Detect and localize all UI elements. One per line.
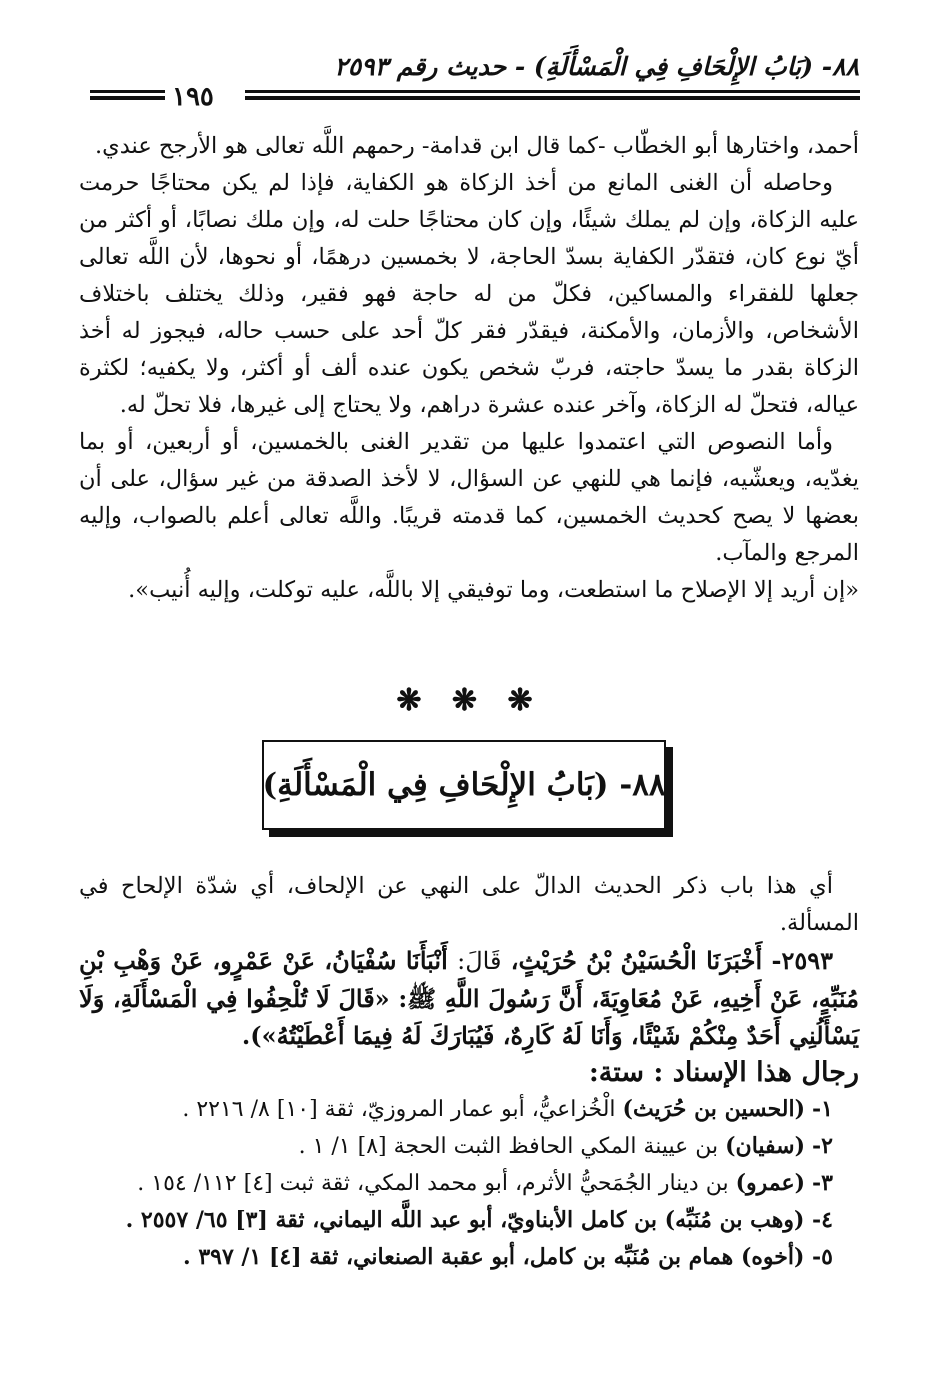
section-separator: ❋ ❋ ❋ <box>396 683 543 718</box>
commentary-paragraph: وحاصله أن الغنى المانع من أخذ الزكاة هو الكفاية، فإذا لم يكن محتاجًا حرمت عليه الزكاة، وإن لم يملك شيئًا، وإن كان محتاجًا حلت له، وإن ملك نصابًا، أو أكثر من أيّ نوع كان، فتقدّر الكفاية بسدّ الحاجة، لا بخمسين درهمًا، أو نحوها، لأن اللَّه تعالى جعلها للفقراء والمساكين، فكلّ من له حاجة فهو فقير، وذلك يختلف باختلاف الأشخاص، والأزمان، والأمكنة، فيقدّر فقر كلّ أحد على حسب حاله، فيجوز له أخذ الزكاة بقدر ما يسدّ حاجته، فربّ شخص يكون عنده ألف أو أكثر، ولا يكفيه؛ لكثرة عياله، فتحلّ له الزكاة، وآخر عنده عشرة دراهم، ولا يحتاج إلى غيرها، فلا تحلّ له. <box>79 170 859 418</box>
hadith-isnad-2: أَنْبَأَنَا سُفْيَانُ، عَنْ عَمْرٍو، عَنْ وَهْبِ بْنِ مُنَبِّهٍ، عَنْ أَخِيهِ، عَنْ مُعَاوِيَةَ، أَنَّ رَسُولَ اللَّهِ ﷺ: «قَالَ لَا تُلْحِفُوا فِي الْمَسْأَلَةِ، وَلَا يَسْأَلُنِي أَحَدٌ مِنْكُمْ شَيْئًا، وَأَنَا لَهُ كَارِهٌ، فَيُبَارَكَ لَهُ فِيمَا أَعْطَيْتُهُ»). <box>79 946 859 1050</box>
running-title: ٨٨- (بَابُ الإِلْحَافِ فِي الْمَسْأَلَةِ) - حديث رقم ٢٥٩٣ <box>334 52 859 81</box>
rijal-item: ٣- (عمرو) بن دينار الجُمَحيُّ الأثرم، أبو محمد المكي، ثقة ثبت [٤] ١١٢/ ١٥٤ . <box>137 1170 833 1196</box>
hadith-number: ٢٥٩٣- <box>771 946 834 975</box>
closing-quote: «إن أريد إلا الإصلاح ما استطعت، وما توفيقي إلا باللَّه، عليه توكلت، وإليه أُنيب». <box>128 577 859 603</box>
rijal-item: ٢- (سفيان) بن عيينة المكي الحافظ الثبت الحجة [٨] ١/ ١ . <box>298 1133 833 1159</box>
hadith-text <box>79 942 859 1054</box>
rijal-item: ٤- (وهب بن مُنَبِّه) بن كامل الأبناويّ، أبو عبد اللَّه اليماني، ثقة [٣] ٦٥/ ٢٥٥٧ . <box>125 1207 833 1233</box>
rijal-heading: رجال هذا الإسناد : ستة: <box>588 1057 859 1088</box>
rijal-item: ٥- (أخوه) همام بن مُنَبِّه بن كامل، أبو عقبة الصنعاني، ثقة [٤] ١/ ٣٩٧ . <box>182 1244 833 1270</box>
hadith-qala: قَالَ: <box>457 947 502 975</box>
chapter-body <box>79 868 859 1276</box>
header-rule-right <box>245 90 860 93</box>
chapter-title: ٨٨- (بَابُ الإِلْحَافِ فِي الْمَسْأَلَةِ) <box>262 767 666 803</box>
rijal-item: ١- (الحسين بن حُرَيث) الْخُزاعيُّ، أبو عمار المروزيّ، ثقة [١٠] ٨/ ٢٢١٦ . <box>182 1096 833 1122</box>
chapter-title-box <box>262 740 666 830</box>
rijal-list <box>79 1091 859 1276</box>
hadith-isnad-1: أَخْبَرَنَا الْحُسَيْنُ بْنُ حُرَيْثٍ، <box>510 946 763 975</box>
header-rule-left-2 <box>90 96 165 100</box>
commentary-paragraph: وأما النصوص التي اعتمدوا عليها من تقدير الغنى بالخمسين، أو أربعين، أو بما يغدّيه، ويعشّيه، فإنما هي للنهي عن السؤال، لا لأخذ الصدقة من غير سؤال، على أن بعضها لا يصح كحديث الخمسين، كما قدمته قريبًا. واللَّه تعالى أعلم بالصواب، وإليه المرجع والمآب. <box>79 429 859 566</box>
header-rule-right-2 <box>245 96 860 100</box>
page-number: ١٩٥ <box>172 82 214 112</box>
header-rule-left <box>90 90 165 93</box>
commentary-paragraph: أحمد، واختارها أبو الخطّاب -كما قال ابن قدامة- رحمهم اللَّه تعالى هو الأرجح عندي. <box>94 133 859 159</box>
commentary-block <box>79 128 859 609</box>
chapter-intro: أي هذا باب ذكر الحديث الدالّ على النهي عن الإلحاف، أي شدّة الإلحاح في المسألة. <box>79 873 859 936</box>
